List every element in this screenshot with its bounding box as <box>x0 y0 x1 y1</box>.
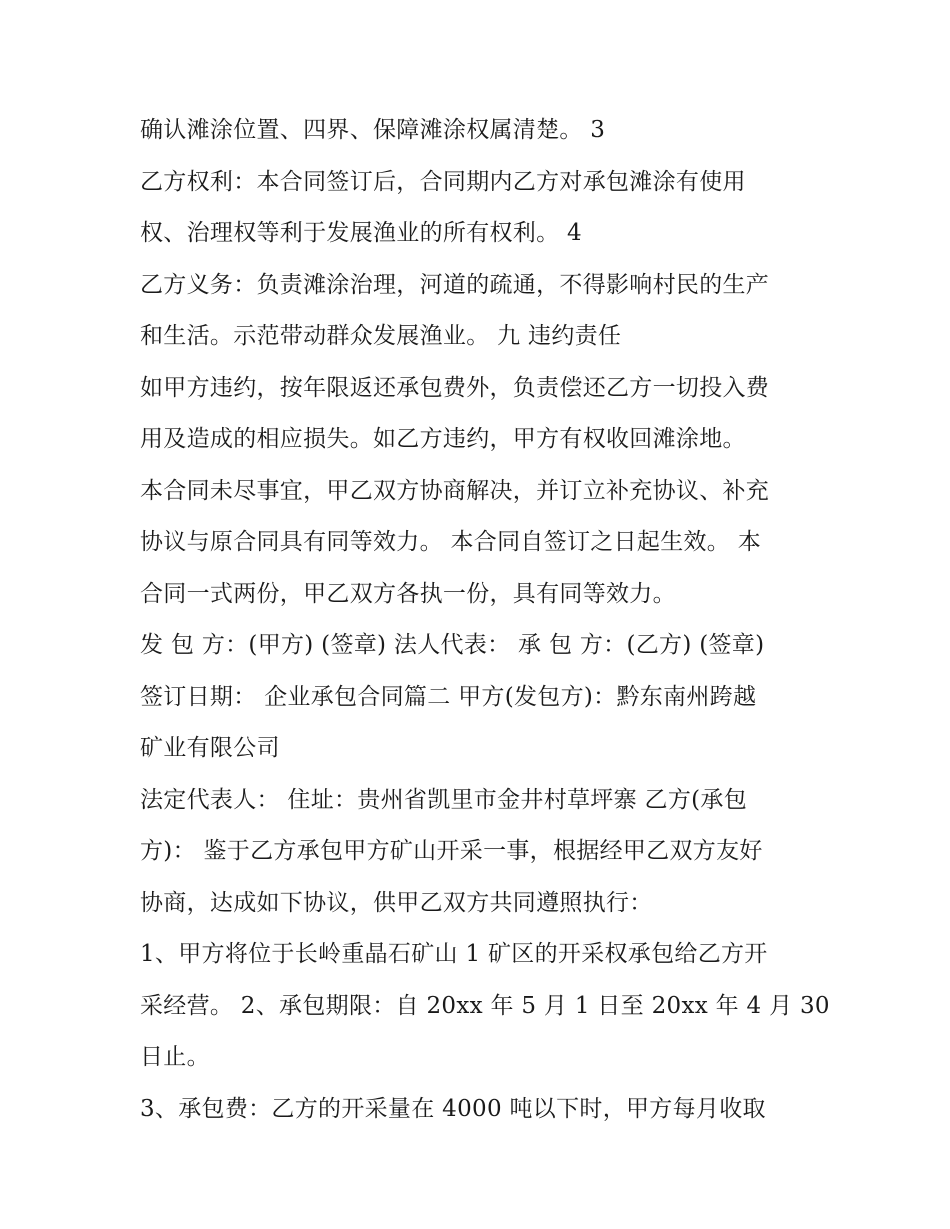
text-line-5: 和生活。示范带动群众发展渔业。 九 违约责任 <box>140 323 622 349</box>
text-line-19: 日止。 <box>140 1044 210 1070</box>
text-line-9: 协议与原合同具有同等效力。 本合同自签订之日起生效。 本 <box>140 529 762 555</box>
text-line-18: 采经营。 2、承包期限：自 20xx 年 5 月 1 日至 20xx 年 4 月 30 <box>140 992 830 1019</box>
text-line-14: 法定代表人： 住址：贵州省凯里市金井村草坪寨 乙方(承包 <box>140 786 747 813</box>
text-line-17: 1、甲方将位于长岭重晶石矿山 1 矿区的开采权承包给乙方开 <box>140 941 768 967</box>
text-line-4: 乙方义务：负责滩涂治理，河道的疏通，不得影响村民的生产 <box>140 271 770 298</box>
text-line-8: 本合同未尽事宜，甲乙双方协商解决，并订立补充协议、补充 <box>140 477 770 504</box>
text-line-7: 用及造成的相应损失。如乙方违约，甲方有权收回滩涂地。 <box>140 426 746 452</box>
text-line-20: 3、承包费：乙方的开采量在 4000 吨以下时，甲方每月收取 <box>140 1095 766 1122</box>
text-line-15: 方)： 鉴于乙方承包甲方矿山开采一事，根据经甲乙双方友好 <box>140 838 763 864</box>
text-line-3: 权、治理权等利于发展渔业的所有权利。 4 <box>140 220 582 246</box>
text-line-11: 发 包 方：(甲方) (签章) 法人代表： 承 包 方：(乙方) (签章) <box>140 632 765 658</box>
document-body <box>140 108 830 1138</box>
text-line-1: 确认滩涂位置、四界、保障滩涂权属清楚。 3 <box>140 117 606 143</box>
text-line-6: 如甲方违约，按年限返还承包费外，负责偿还乙方一切投入费 <box>140 374 770 401</box>
text-line-16: 协商，达成如下协议，供甲乙双方共同遵照执行： <box>140 889 653 916</box>
text-line-10: 合同一式两份，甲乙双方各执一份，具有同等效力。 <box>140 580 676 607</box>
text-line-13: 矿业有限公司 <box>140 735 280 761</box>
text-line-12: 签订日期： 企业承包合同篇二 甲方(发包方)：黔东南州跨越 <box>140 683 757 710</box>
text-line-2: 乙方权利：本合同签订后，合同期内乙方对承包滩涂有使用 <box>140 168 746 195</box>
